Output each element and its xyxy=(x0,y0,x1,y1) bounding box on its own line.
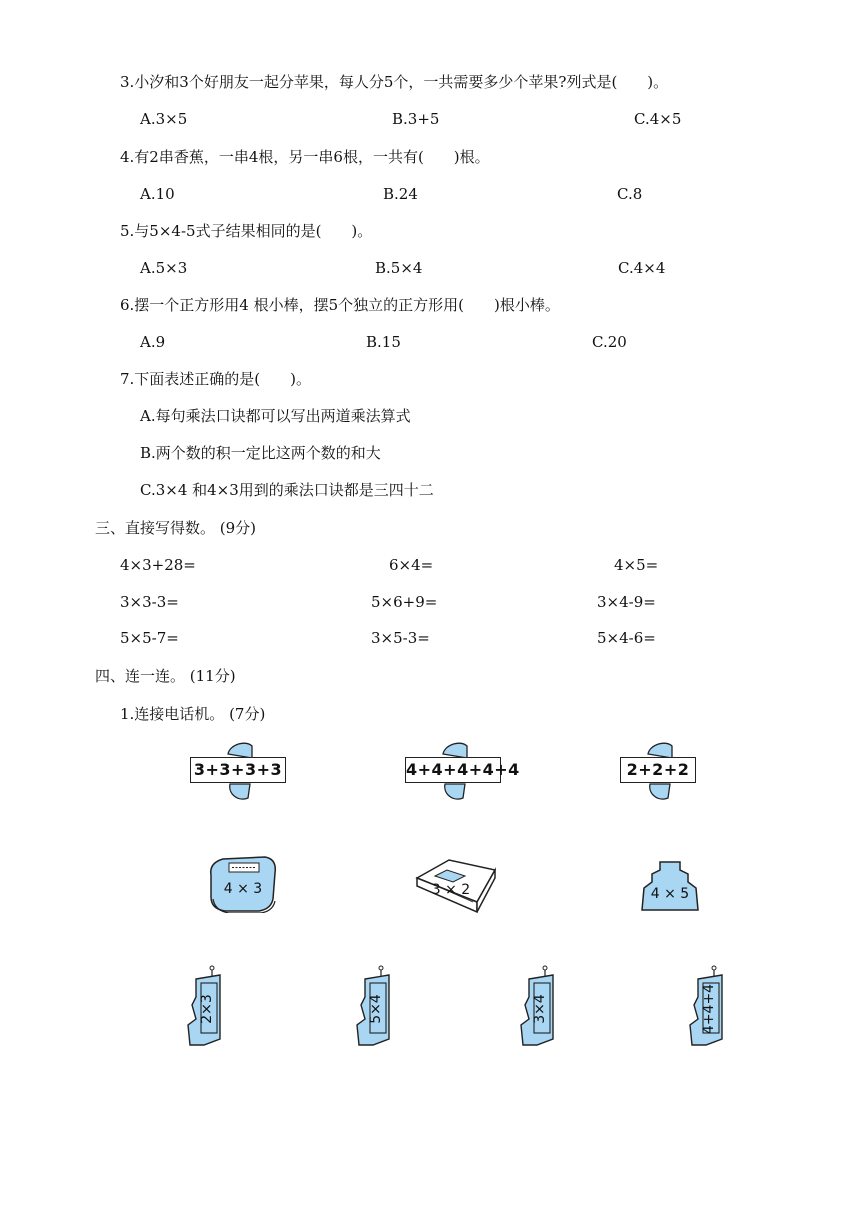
question-7-stem: 7.下面表述正确的是( )。 xyxy=(120,370,312,388)
calc-item: 4×3+28= xyxy=(120,556,196,574)
question-4-option-c[interactable]: C.8 xyxy=(617,185,643,203)
question-4-option-b[interactable]: B.24 xyxy=(383,185,418,203)
section-4-title: 四、连一连。 (11分) xyxy=(95,667,236,685)
desk-phone-label: 3 × 2 xyxy=(431,882,471,898)
mobile-phone-card[interactable] xyxy=(519,965,559,1049)
calc-item: 6×4= xyxy=(389,556,434,574)
section-4-subtitle: 1.连接电话机。 (7分) xyxy=(120,705,266,723)
calc-item: 3×3-3= xyxy=(120,593,179,611)
question-7-option-a[interactable]: A.每句乘法口诀都可以写出两道乘法算式 xyxy=(140,407,411,425)
mobile-phone-card[interactable] xyxy=(355,965,395,1049)
mobile-phone-card[interactable] xyxy=(688,965,728,1049)
question-6-option-b[interactable]: B.15 xyxy=(366,333,401,351)
handset-card[interactable] xyxy=(620,740,696,802)
question-6-stem: 6.摆一个正方形用4 根小棒，摆5个独立的正方形用( )根小棒。 xyxy=(120,296,560,314)
handset-label: 4+4+4+4+4 xyxy=(405,757,501,783)
question-5-option-b[interactable]: B.5×4 xyxy=(375,259,423,277)
desk-phone-card[interactable] xyxy=(640,858,700,912)
mobile-phone-card[interactable] xyxy=(186,965,226,1049)
question-3-stem: 3.小汐和3个好朋友一起分苹果，每人分5个，一共需要多少个苹果?列式是( )。 xyxy=(120,73,669,91)
question-5-option-c[interactable]: C.4×4 xyxy=(618,259,666,277)
question-5-stem: 5.与5×4-5式子结果相同的是( )。 xyxy=(120,222,373,240)
mobile-phone-label: 2×3 xyxy=(199,994,215,1024)
desk-phone-card[interactable] xyxy=(415,856,497,914)
mobile-phone-label: 3×4 xyxy=(532,994,548,1024)
rotary-phone-icon xyxy=(640,858,700,912)
question-3-option-c[interactable]: C.4×5 xyxy=(634,110,682,128)
desk-phone-label: 4 × 5 xyxy=(650,886,690,902)
calc-item: 5×5-7= xyxy=(120,629,179,647)
calc-item: 3×4-9= xyxy=(597,593,656,611)
question-3-option-b[interactable]: B.3+5 xyxy=(392,110,440,128)
question-5-option-a[interactable]: A.5×3 xyxy=(140,259,188,277)
section-3-title: 三、直接写得数。 (9分) xyxy=(95,519,257,537)
question-7-option-c[interactable]: C.3×4 和4×3用到的乘法口诀都是三四十二 xyxy=(140,481,434,499)
desk-phone-label: 4 × 3 xyxy=(223,881,263,897)
mobile-phone-label: 5×4 xyxy=(368,994,384,1024)
question-3-option-a[interactable]: A.3×5 xyxy=(140,110,188,128)
calc-item: 3×5-3= xyxy=(371,629,430,647)
handset-label: 3+3+3+3 xyxy=(190,757,286,783)
question-6-option-c[interactable]: C.20 xyxy=(592,333,627,351)
calc-item: 5×4-6= xyxy=(597,629,656,647)
handset-card[interactable] xyxy=(190,740,286,802)
calc-item: 4×5= xyxy=(614,556,659,574)
handset-label: 2+2+2 xyxy=(620,757,696,783)
calc-item: 5×6+9= xyxy=(371,593,438,611)
question-7-option-b[interactable]: B.两个数的积一定比这两个数的和大 xyxy=(140,444,381,462)
mobile-phone-label: 4+4+4 xyxy=(701,983,717,1035)
desk-phone-card[interactable] xyxy=(205,853,281,913)
question-4-option-a[interactable]: A.10 xyxy=(140,185,175,203)
question-6-option-a[interactable]: A.9 xyxy=(140,333,166,351)
question-4-stem: 4.有2串香蕉，一串4根，另一串6根，一共有( )根。 xyxy=(120,148,490,166)
handset-card[interactable] xyxy=(405,740,520,802)
